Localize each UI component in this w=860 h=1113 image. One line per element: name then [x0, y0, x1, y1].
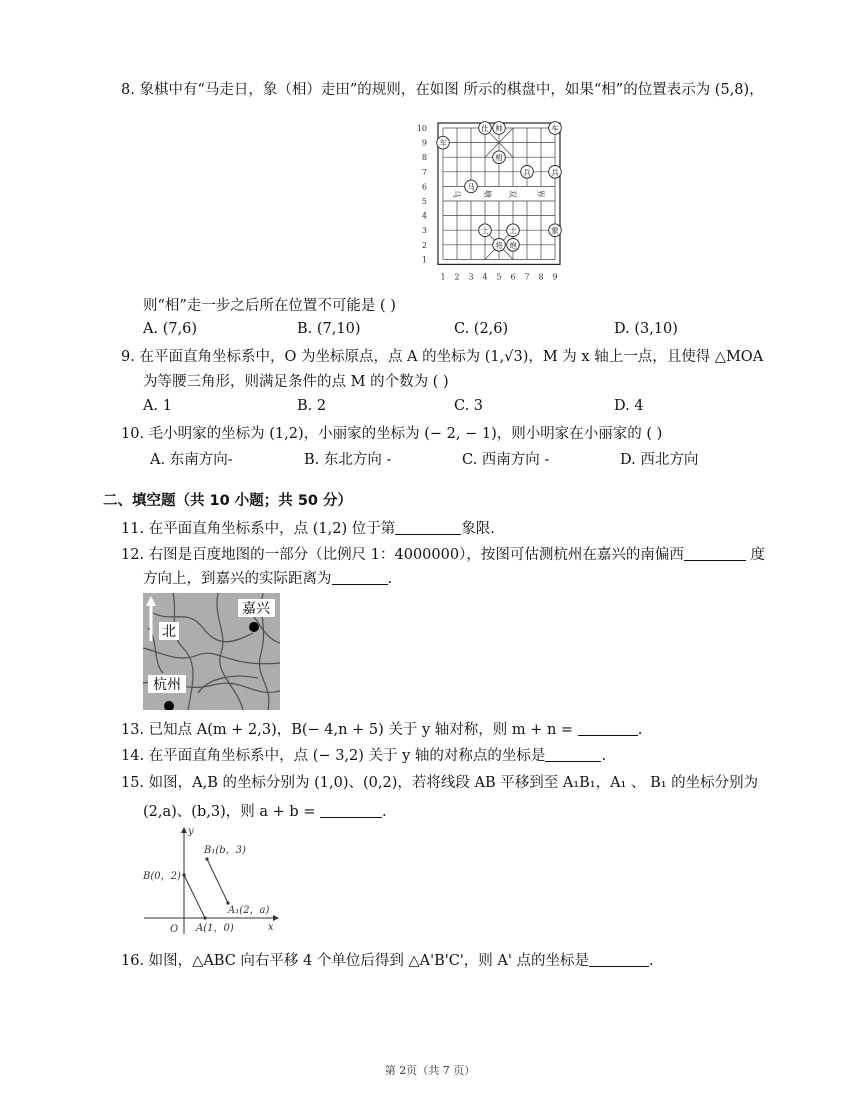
- q12-line2-after: .: [387, 571, 393, 587]
- board-row-label: 5: [421, 197, 427, 206]
- chess-piece-label: 仕: [481, 124, 489, 133]
- q13: [121, 720, 642, 740]
- q10-stem: 10. 毛小明家的坐标为 (1,2)，小丽家的坐标为 (− 2, − 1)，则小明家在小丽家的 ( ): [121, 426, 663, 442]
- q16-text-after: .: [648, 953, 654, 969]
- board-col-label: 4: [482, 272, 488, 282]
- q14-text-before: 14. 在平面直角坐标系中，点 (− 3,2) 关于 y 轴的对称点的坐标是: [121, 748, 546, 764]
- board-col-label: 8: [538, 272, 544, 282]
- q12-line2: [143, 569, 392, 589]
- segment-ab: [184, 875, 205, 918]
- q13-text-before: 13. 已知点 A(m + 2,3)，B(− 4,n + 5) 关于 y 轴对称，则 m + n =: [121, 722, 578, 738]
- point-a: [203, 916, 206, 919]
- board-row-label: 1: [421, 255, 427, 265]
- q11-text-before: 11. 在平面直角坐标系中，点 (1,2) 位于第: [121, 521, 396, 537]
- q16-answer-blank[interactable]: [589, 952, 649, 967]
- q8-stem-line1: 8. 象棋中有“马走日，象（相）走田”的规则，在如图 所示的棋盘中，如果“相”的位置表示为 (5,8)，: [121, 82, 764, 98]
- q15-text-before: (2,a)、(b,3)，则 a + b =: [143, 804, 320, 820]
- q15-line2: [143, 802, 387, 822]
- board-col-label: 2: [454, 272, 460, 282]
- q14: [121, 746, 606, 766]
- chess-piece-label: 车: [551, 124, 559, 133]
- board-row-label: 3: [421, 226, 427, 236]
- q9-stem-line1: 9. 在平面直角坐标系中，O 为坐标原点，点 A 的坐标为 (1,√3)，M 为 x 轴上一点，且使得 △MOA: [121, 349, 764, 365]
- q11-text-after: 象限.: [461, 521, 495, 537]
- chess-piece-label: 兵: [551, 167, 559, 177]
- q11: [121, 519, 495, 539]
- q10-option-d: D. 西北方向: [620, 452, 699, 468]
- q11-answer-blank[interactable]: [395, 520, 461, 535]
- river-text: 塘: [482, 189, 492, 198]
- q12-distance-blank[interactable]: [332, 570, 388, 585]
- q9-stem-line2: 为等腰三角形，则满足条件的点 M 的个数为 ( ): [143, 374, 449, 390]
- chess-piece-label: 兵: [523, 167, 531, 177]
- board-col-label: 6: [510, 272, 516, 282]
- q12-degree-blank[interactable]: [684, 546, 746, 561]
- board-row-label: 7: [421, 167, 427, 177]
- q10-option-c: C. 西南方向 -: [462, 452, 550, 468]
- point-b: [182, 873, 185, 876]
- board-col-label: 7: [524, 272, 530, 282]
- board-row-label: 9: [421, 138, 427, 148]
- chess-piece-label: 帅: [495, 124, 503, 133]
- q12-text-before: 12. 右图是百度地图的一部分（比例尺 1：4000000），按图可估测杭州在嘉兴的南偏西: [121, 547, 684, 563]
- q14-text-after: .: [601, 748, 607, 764]
- board-row-label: 6: [421, 182, 427, 192]
- chess-piece-label: 士: [481, 226, 489, 236]
- q8-option-d: D. (3,10): [614, 321, 678, 337]
- q13-answer-blank[interactable]: [578, 721, 638, 736]
- map-city-jiaxing: 嘉兴: [242, 601, 270, 617]
- q8-option-a: A. (7,6): [143, 321, 198, 337]
- q16-text-before: 16. 如图，△ABC 向右平移 4 个单位后得到 △A'B'C'，则 A' 点的坐标是: [121, 953, 589, 969]
- q15-text-after: .: [382, 804, 387, 820]
- q14-answer-blank[interactable]: [545, 747, 601, 762]
- q15-answer-blank[interactable]: [320, 803, 382, 818]
- chess-piece-label: 士: [509, 226, 517, 236]
- label-a1: A₁(2，a): [228, 905, 270, 916]
- board-col-label: 9: [552, 272, 558, 282]
- q8-option-b: B. (7,10): [297, 321, 361, 337]
- q8-option-c: C. (2,6): [454, 321, 509, 337]
- map-image: [143, 593, 280, 710]
- board-row-label: 2: [421, 240, 427, 250]
- map-north-label: 北: [162, 624, 176, 640]
- board-row-label: 10: [416, 124, 427, 133]
- river-text: 双: [508, 189, 517, 198]
- river-text: 界: [536, 189, 545, 198]
- chess-piece-label: 车: [439, 138, 447, 148]
- q12-text-degree: 度: [750, 547, 765, 563]
- x-axis-label: x: [268, 922, 274, 933]
- board-col-label: 5: [496, 272, 502, 282]
- label-b1: B₁(b，3): [204, 845, 246, 856]
- board-row-label: 8: [421, 153, 427, 163]
- label-b: B(0，2): [143, 871, 181, 882]
- q15-coordinate-graph: [140, 822, 285, 937]
- y-axis-label: y: [188, 826, 194, 837]
- chess-piece-label: 象: [551, 226, 559, 236]
- q9-option-d: D. 4: [614, 398, 644, 414]
- jiaxing-dot: [249, 622, 259, 632]
- q9-option-c: C. 3: [454, 398, 484, 414]
- q12-line1: [121, 545, 765, 565]
- origin-label: O: [170, 924, 179, 935]
- q8-stem-line2: 则“相”走一步之后所在位置不可能是 ( ): [143, 298, 396, 314]
- board-col-label: 3: [468, 272, 474, 282]
- q13-text-after: .: [637, 722, 643, 738]
- page-footer: 第 2页（共 7 页）: [384, 1064, 476, 1077]
- q10-option-a: A. 东南方向-: [150, 452, 233, 468]
- label-a: A(1，0): [196, 923, 234, 934]
- segment-a1b1: [207, 859, 228, 903]
- river-text: 马: [452, 189, 461, 198]
- chess-piece-label: 将: [495, 240, 503, 250]
- map-city-hangzhou: 杭州: [153, 677, 181, 693]
- chess-board-figure: [410, 114, 570, 302]
- q16: [121, 951, 654, 971]
- q12-line2-before: 方向上，到嘉兴的实际距离为: [143, 571, 332, 587]
- baidu-map-figure: [143, 593, 280, 710]
- point-b1: [205, 857, 208, 860]
- board-col-label: 1: [440, 272, 446, 282]
- chess-piece-label: 马: [467, 182, 475, 192]
- q15-line1: 15. 如图，A,B 的坐标分别为 (1,0)、(0,2)，若将线段 AB 平移到至 A₁B₁，A₁ 、 B₁ 的坐标分别为: [121, 775, 759, 791]
- q9-option-a: A. 1: [143, 398, 172, 414]
- q10-option-b: B. 东北方向 -: [304, 452, 392, 468]
- chess-piece-label: 炮: [509, 240, 517, 250]
- chess-piece-label: 相: [495, 153, 503, 163]
- board-row-label: 4: [421, 211, 427, 221]
- q9-option-b: B. 2: [297, 398, 327, 414]
- section-2-title: 二、填空题（共 10 小题；共 50 分）: [103, 493, 353, 509]
